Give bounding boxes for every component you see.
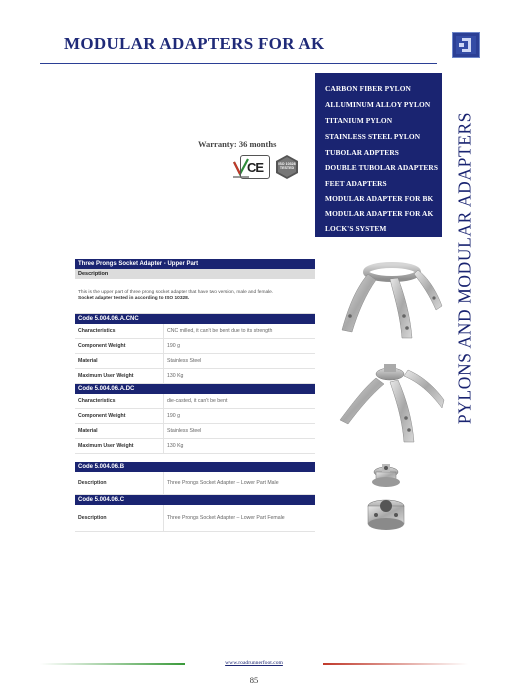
menu-item-titanium-pylon[interactable]: TITANIUM PYLON xyxy=(325,116,393,125)
spec-key: Material xyxy=(75,354,164,369)
spec-table xyxy=(75,259,315,532)
lower-adapter-male-image xyxy=(372,464,400,487)
spec-key: Maximum User Weight xyxy=(75,369,164,384)
menu-item-carbon-fiber-pylon[interactable]: CARBON FIBER PYLON xyxy=(325,84,411,93)
table-row xyxy=(75,472,315,495)
spec-value: 190 g xyxy=(164,339,316,354)
spec-value: CNC milled, it can't be bent due to its strength xyxy=(164,324,316,339)
spec-value: 130 Kg xyxy=(164,439,316,454)
iso-badge-text: ISO 10328 TESTED xyxy=(278,162,296,171)
category-menu xyxy=(315,73,442,237)
table-row xyxy=(75,424,315,439)
table-row xyxy=(75,269,315,279)
variant-code-row xyxy=(75,462,315,472)
spec-value: Three Prongs Socket Adapter – Lower Part Male xyxy=(164,472,316,495)
variant-code-row xyxy=(75,384,315,395)
description-text: This is the upper part of three prong socket adapter that have two version, male and female. xyxy=(78,290,274,295)
spec-key: Characteristics xyxy=(75,324,164,339)
menu-item-stainless-steel-pylon[interactable]: STAINLESS STEEL PYLON xyxy=(325,132,421,141)
table-row xyxy=(75,279,315,314)
page-number: 85 xyxy=(249,675,259,685)
table-row xyxy=(75,505,315,532)
spec-key: Description xyxy=(75,472,164,495)
table-row xyxy=(75,439,315,454)
title-divider xyxy=(40,63,437,64)
lower-adapter-female-image xyxy=(368,500,404,530)
warranty-text: Warranty: 36 months xyxy=(198,139,277,149)
table-header xyxy=(75,259,315,269)
variant-code-row xyxy=(75,495,315,506)
spec-key: Component Weight xyxy=(75,339,164,354)
brand-logo-icon xyxy=(452,32,480,58)
page-title: MODULAR ADAPTERS FOR AK xyxy=(64,34,325,53)
menu-item-double-tubolar-adapters[interactable]: DOUBLE TUBOLAR ADAPTERS xyxy=(325,163,439,172)
variant-code-row xyxy=(75,314,315,325)
table-row xyxy=(75,324,315,339)
spec-key: Description xyxy=(75,505,164,532)
table-row xyxy=(75,394,315,409)
spec-value: Stainless Steel xyxy=(164,424,316,439)
description-bold: Socket adapter tested in according to ISO 10328. xyxy=(78,296,190,301)
upper-adapter-cnc-image xyxy=(342,265,442,338)
footer-website-link[interactable]: www.roadrunnerfoot.com xyxy=(225,660,283,666)
table-row xyxy=(75,339,315,354)
spec-key: Material xyxy=(75,424,164,439)
spec-key: Characteristics xyxy=(75,394,164,409)
spec-value: die-casted, it can't be bent xyxy=(164,394,316,409)
spec-key: Maximum User Weight xyxy=(75,439,164,454)
spec-value: 130 Kg xyxy=(164,369,316,384)
description-label: Description xyxy=(75,269,315,279)
spec-key: Component Weight xyxy=(75,409,164,424)
variant-code: Code 5.004.06.A.DC xyxy=(75,384,315,395)
side-section-title: PYLONS AND MODULAR ADAPTERS xyxy=(454,111,475,425)
table-spacer xyxy=(75,454,315,463)
spec-value: Three Prongs Socket Adapter – Lower Part Female xyxy=(164,505,316,532)
spec-value: 190 g xyxy=(164,409,316,424)
variant-code: Code 5.004.06.C xyxy=(75,495,315,506)
table-row xyxy=(75,409,315,424)
table-row xyxy=(75,354,315,369)
description-cell xyxy=(75,279,315,314)
menu-item-feet-adapters[interactable]: FEET ADAPTERS xyxy=(325,179,387,188)
menu-item-modular-adapter-ak[interactable]: MODULAR ADAPTER FOR AK xyxy=(325,209,434,218)
ce-mark-icon: CE xyxy=(240,155,270,179)
spec-value: Stainless Steel xyxy=(164,354,316,369)
menu-item-tubolar-adapters[interactable]: TUBOLAR ADPTERS xyxy=(325,148,399,157)
variant-code: Code 5.004.06.B xyxy=(75,462,315,472)
product-title: Three Prongs Socket Adapter - Upper Part xyxy=(75,259,315,269)
upper-adapter-dc-image xyxy=(340,364,444,442)
menu-item-alluminum-alloy-pylon[interactable]: ALLUMINUM ALLOY PYLON xyxy=(325,100,431,109)
product-images xyxy=(330,258,445,558)
menu-item-modular-adapter-bk[interactable]: MODULAR ADAPTER FOR BK xyxy=(325,194,434,203)
menu-item-locks-system[interactable]: LOCK'S SYSTEM xyxy=(325,224,387,233)
variant-code: Code 5.004.06.A.CNC xyxy=(75,314,315,325)
table-row xyxy=(75,369,315,384)
